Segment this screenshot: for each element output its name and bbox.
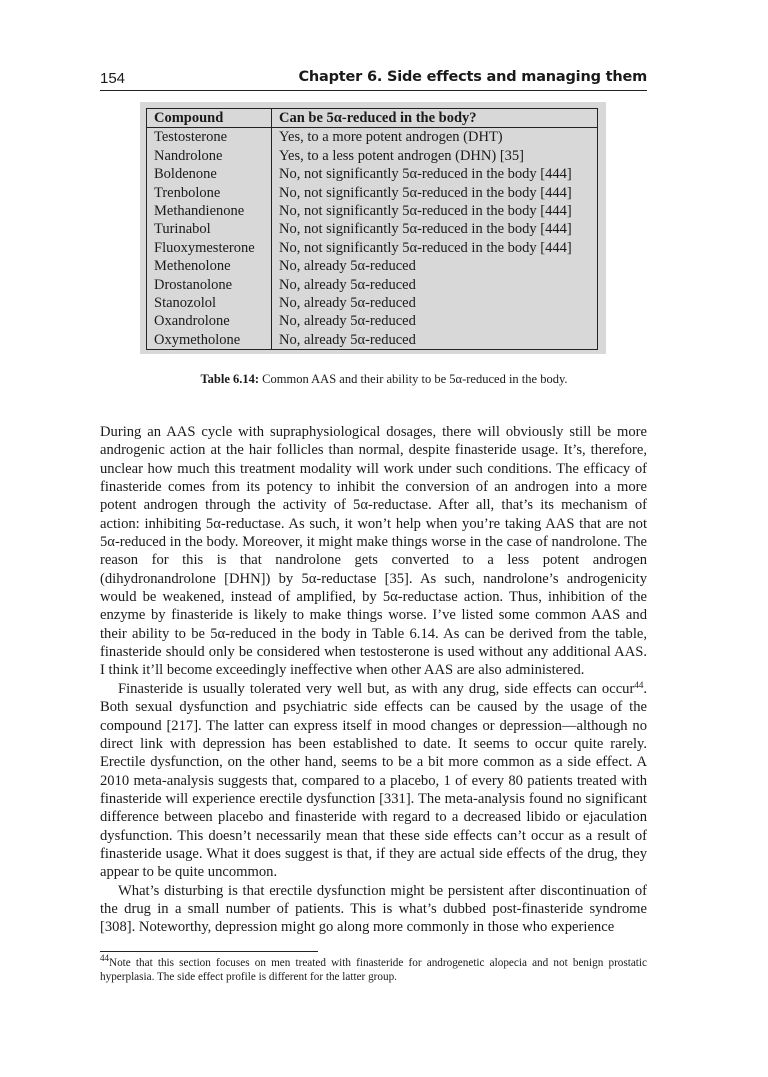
caption-label: Table 6.14: [200,372,260,386]
body-text [100,423,647,937]
table-row [147,202,598,220]
reduction-cell: Yes, to a more potent androgen (DHT) [279,129,503,146]
table-caption [0,372,768,387]
compound-cell: Testosterone [147,128,272,147]
page-header [100,68,647,91]
reduction-cell: No, not significantly 5α-reduced in the body [444] [279,184,572,201]
reduction-cell: No, already 5α-reduced [279,331,416,348]
footnote-number: 44 [100,953,109,963]
footnote-marker[interactable]: 44 [634,679,644,690]
reduction-cell: Yes, to a less potent androgen (DHN) [35] [279,147,524,164]
column-header-5a-reduced: Can be 5α-reduced in the body? [272,109,598,128]
footnote-divider [100,951,318,952]
compound-cell: Trenbolone [147,184,272,202]
table-row [147,184,598,202]
table-row [147,220,598,238]
page-number: 154 [100,70,126,87]
table-row [147,331,598,350]
compound-cell: Methandienone [147,202,272,220]
paragraph: During an AAS cycle with supraphysiological dosages, there will obviously still be more androgenic action at the hair follicles than normal, despite finasteride usage. It’s, therefore, unclear how much this treatment modality will work under such conditions. The efficacy of finasteride comes from its potency to inhibit the conversion of an androgen into a more potent androgen through the activity of 5α-reductase. After all, that’s its mechanism of action: inhibiting 5α-reductase. As such, it won’t help when you’re taking AAS that are not 5α-reduced in the body. Moreover, it might make things worse in the case of nandrolone. The reason for this is that nandrolone gets converted to a less potent androgen (dihydronandrolone [DHN]) by 5α-reductase [35]. As such, nandrolone’s androgenicity would be weakened, instead of amplified, by 5α-reductase action. Thus, inhibition of the enzyme by finasteride is likely to make things worse. I’ve listed some common AAS and their ability to be 5α-reduced in the body in Table 6.14. As can be derived from the table, finasteride should only be considered when testosterone is used without any additional AAS. I think it’ll become exceedingly ineffective when other AAS are also administered. [100,424,647,679]
compound-cell: Drostanolone [147,276,272,294]
table-row [147,147,598,165]
reduction-cell: No, already 5α-reduced [279,313,416,330]
aas-table [146,108,598,350]
compound-cell: Stanozolol [147,294,272,312]
caption-text: Common AAS and their ability to be 5α-reduced in the body. [259,372,568,386]
reduction-cell: No, already 5α-reduced [279,276,416,293]
reduction-cell: No, not significantly 5α-reduced in the body [444] [279,203,572,220]
table-row [147,312,598,330]
table-row [147,257,598,275]
table-row [147,276,598,294]
compound-cell: Oxymetholone [147,331,272,350]
footnote-text: Note that this section focuses on men treated with finasteride for androgenetic alopecia and not benign prostatic hyperplasia. The side effect profile is different for the latter group. [100,957,647,984]
compound-cell: Nandrolone [147,147,272,165]
reduction-cell: No, not significantly 5α-reduced in the body [444] [279,221,572,238]
reduction-cell: No, already 5α-reduced [279,295,416,312]
table-row [147,165,598,183]
compound-cell: Boldenone [147,165,272,183]
compound-cell: Fluoxymesterone [147,239,272,257]
paragraph-start: Finasteride is usually tolerated very well but, as with any drug, side effects can occur [118,680,635,697]
chapter-title: Chapter 6. Side effects and managing them [298,69,647,85]
column-header-compound: Compound [147,109,272,128]
table-header-row [147,109,598,128]
paragraph: What’s disturbing is that erectile dysfunction might be persistent after discontinuation of the drug in a small number of patients. This is what’s dubbed post-finasteride syndrome [308]. Noteworthy, depression might go along more commonly in those who experience [100,882,647,936]
paragraph: Finasteride is usually tolerated very well but, as with any drug, side effects can occur$^{44}$. Both sexual dysfunction and psychiatric side effects can be caused by the usage of the compound [217]. The latter can express itself in mood changes or depression—although no direct link with depression has been established to date. It seems to occur quite rarely. Erectile dysfunction, on the other hand, seems to be a bit more common as a side effect. A 2010 meta-analysis suggests that, compared to a placebo, 1 of every 80 patients treated with finasteride will experience erectile dysfunction [331]. The meta-analysis found no significant difference between placebo and finasteride with regard to a decreased libido or ejaculation dysfunction. This doesn’t necessarily mean that these side effects can’t occur as a result of finasteride usage. What it does suggest is that, if they are actual side effects of the drug, they appear to be quite uncommon. [100,679,647,881]
compound-cell: Methenolone [147,257,272,275]
footnote [100,953,647,984]
table-row [147,239,598,257]
compound-cell: Turinabol [147,220,272,238]
reduction-cell: No, not significantly 5α-reduced in the body [444] [279,166,572,183]
table-row [147,294,598,312]
reduction-cell: No, not significantly 5α-reduced in the body [444] [279,239,572,256]
table-figure [140,102,606,354]
table-row [147,128,598,147]
compound-cell: Oxandrolone [147,312,272,330]
reduction-cell: No, already 5α-reduced [279,258,416,275]
paragraph-continued: Both sexual dysfunction and psychiatric side effects can be caused by the usage of the compound [217]. The latter can express itself in mood changes or depression—although no direct link with depression has been established to date. It seems to occur quite rarely. Erectile dysfunction, on the other hand, seems to be a bit more common as a side effect. A 2010 meta-analysis suggests that, compared to a placebo, 1 of every 80 patients treated with finasteride will experience erectile dysfunction [331]. The meta-analysis found no significant difference between placebo and finasteride with regard to a decreased libido or ejaculation dysfunction. This doesn’t necessarily mean that these side effects can’t occur as a result of finasteride usage. What it does suggest is that, if they are actual side effects of the drug, they appear to be quite uncommon. [100,699,647,881]
